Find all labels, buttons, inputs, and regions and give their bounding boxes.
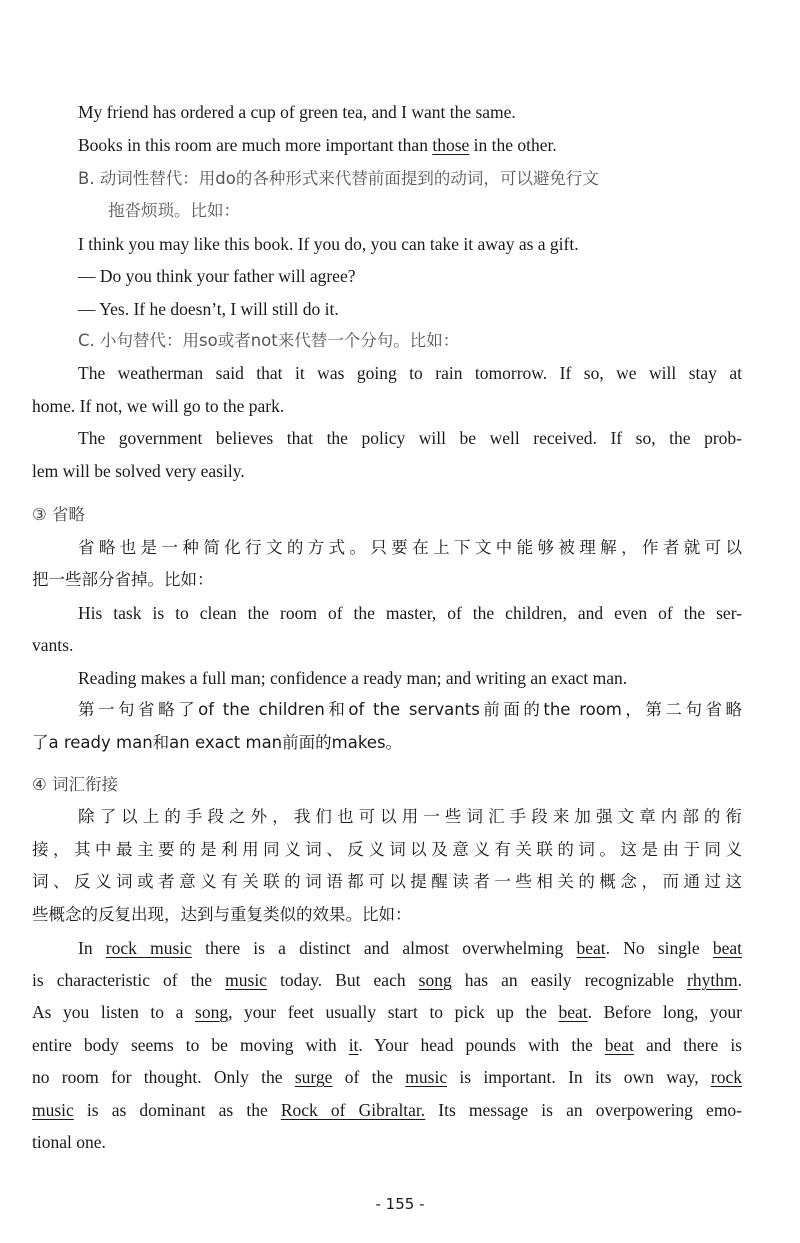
lexical-intro-1: 除了以上的手段之外，我们也可以用一些词汇手段来加强文章内部的衔 bbox=[78, 807, 742, 826]
underlined-word: song bbox=[418, 970, 452, 990]
rock-example-line-7: tional one. bbox=[32, 1132, 106, 1152]
underlined-word: rock music bbox=[105, 938, 192, 958]
text-segment: is characteristic of the bbox=[32, 970, 226, 990]
text-segment: . No single bbox=[605, 938, 713, 958]
text-segment: . bbox=[737, 970, 742, 990]
underlined-word: beat bbox=[576, 938, 606, 958]
text-segment: there is a distinct and almost overwhelming bbox=[191, 938, 577, 958]
text-segment: is as dominant as the bbox=[73, 1100, 281, 1120]
example-task-2: vants. bbox=[32, 635, 74, 655]
example-task-1: His task is to clean the room of the master, of the children, and even of the ser- bbox=[78, 603, 742, 623]
text-segment: . Before long, your bbox=[587, 1002, 742, 1022]
rock-example-line-2 bbox=[32, 968, 742, 992]
section-4-heading: ④ 词汇衔接 bbox=[32, 775, 119, 794]
rock-example-line-4 bbox=[32, 1033, 742, 1057]
underlined-word: it bbox=[348, 1035, 359, 1055]
text-segment: In bbox=[78, 938, 106, 958]
ellipsis-intro-2: 把一些部分省掉。比如： bbox=[32, 570, 214, 589]
text-segment: in the other. bbox=[469, 135, 557, 155]
text-segment: Books in this room are much more important than bbox=[78, 135, 433, 155]
underlined-word: song bbox=[195, 1002, 229, 1022]
text-segment: . Your head pounds with the bbox=[358, 1035, 605, 1055]
underlined-word: Rock of Gibraltar. bbox=[280, 1100, 426, 1120]
underlined-word: music bbox=[32, 1100, 74, 1120]
underlined-word: beat bbox=[558, 1002, 588, 1022]
lexical-intro-3: 词、反义词或者意义有关联的词语都可以提醒读者一些相关的概念，而通过这 bbox=[32, 872, 742, 891]
example-reading: Reading makes a full man; confidence a ready man; and writing an exact man. bbox=[78, 668, 628, 688]
category-b-heading-cont: 拖沓烦琐。比如： bbox=[108, 201, 240, 220]
underlined-word: those bbox=[432, 135, 470, 155]
example-weather-1: The weatherman said that it was going to rain tomorrow. If so, we will stay at bbox=[78, 363, 742, 383]
ellipsis-intro-1: 省略也是一种简化行文的方式。只要在上下文中能够被理解，作者就可以 bbox=[78, 538, 742, 557]
dialogue-question: — Do you think your father will agree? bbox=[78, 266, 356, 286]
underlined-word: beat bbox=[604, 1035, 634, 1055]
page-number: - 155 - bbox=[375, 1195, 425, 1213]
dialogue-answer: — Yes. If he doesn’t, I will still do it. bbox=[78, 299, 339, 319]
text-segment: is important. In its own way, bbox=[447, 1067, 711, 1087]
text-segment: no room for thought. Only the bbox=[32, 1067, 295, 1087]
example-weather-2: home. If not, we will go to the park. bbox=[32, 396, 285, 416]
lexical-intro-4: 些概念的反复出现，达到与重复类似的效果。比如： bbox=[32, 905, 412, 924]
example-government-1: The government believes that the policy will be well received. If so, the prob- bbox=[78, 428, 742, 448]
text-segment: entire body seems to be moving with bbox=[32, 1035, 349, 1055]
section-3-heading: ③ 省略 bbox=[32, 505, 86, 524]
text-segment: and there is bbox=[633, 1035, 742, 1055]
rock-example-line-6 bbox=[32, 1098, 742, 1122]
underlined-word: rock bbox=[710, 1067, 742, 1087]
category-b-heading: B. 动词性替代：用do的各种形式来代替前面提到的动词，可以避免行文 bbox=[78, 169, 599, 188]
example-book-gift: I think you may like this book. If you do, you can take it away as a gift. bbox=[78, 234, 579, 254]
underlined-word: music bbox=[225, 970, 267, 990]
example-government-2: lem will be solved very easily. bbox=[32, 461, 245, 481]
text-segment: of the bbox=[332, 1067, 406, 1087]
rock-example-line-1 bbox=[78, 936, 742, 960]
category-c-heading: C. 小句替代：用so或者not来代替一个分句。比如： bbox=[78, 331, 460, 350]
rock-example-line-3 bbox=[32, 1000, 742, 1024]
rock-example-line-5 bbox=[32, 1065, 742, 1089]
underlined-word: music bbox=[405, 1067, 448, 1087]
example-books bbox=[78, 133, 557, 157]
text-segment: Its message is an overpowering emo- bbox=[425, 1100, 743, 1120]
ellipsis-explain-2: 了a ready man和an exact man前面的makes。 bbox=[32, 733, 403, 752]
text-segment: today. But each bbox=[266, 970, 419, 990]
underlined-word: rhythm bbox=[687, 970, 738, 990]
example-green-tea: My friend has ordered a cup of green tea, and I want the same. bbox=[78, 102, 516, 122]
text-segment: has an easily recognizable bbox=[451, 970, 688, 990]
text-segment: As you listen to a bbox=[32, 1002, 196, 1022]
underlined-word: beat bbox=[712, 938, 742, 958]
ellipsis-explain-1: 第一句省略了of the children和of the servants前面的the room，第二句省略 bbox=[78, 700, 742, 719]
underlined-word: surge bbox=[294, 1067, 333, 1087]
text-segment: , your feet usually start to pick up the bbox=[228, 1002, 559, 1022]
lexical-intro-2: 接，其中最主要的是利用同义词、反义词以及意义有关联的词。这是由于同义 bbox=[32, 840, 742, 859]
